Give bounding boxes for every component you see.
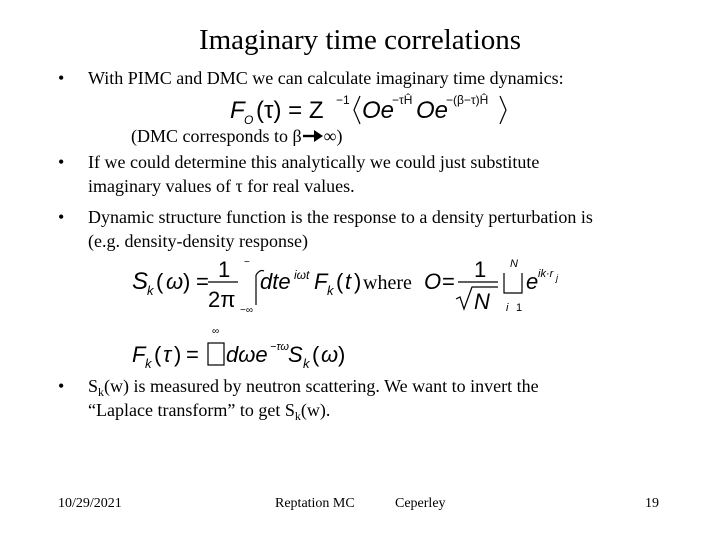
svg-text:where: where bbox=[363, 272, 412, 294]
svg-text:−1: −1 bbox=[336, 93, 350, 107]
svg-text:ik·r: ik·r bbox=[538, 268, 554, 280]
svg-text:): ) bbox=[338, 342, 346, 367]
bullet-dot: • bbox=[58, 376, 65, 396]
svg-text:i: i bbox=[506, 302, 509, 314]
equation-laplace-transform bbox=[128, 326, 368, 370]
sk-subscript-2: k bbox=[294, 409, 301, 423]
bullet-text-4-line-2 bbox=[88, 398, 330, 428]
svg-text:S: S bbox=[132, 268, 149, 295]
svg-text:(: ( bbox=[154, 342, 162, 367]
bullet-text-4-line-2-a: “Laplace transform” to get S bbox=[88, 400, 295, 420]
svg-text:ω: ω bbox=[166, 269, 184, 294]
svg-text:iωt: iωt bbox=[294, 268, 310, 282]
svg-text:F: F bbox=[314, 269, 328, 294]
svg-text:k: k bbox=[327, 283, 334, 298]
svg-text:F: F bbox=[132, 342, 146, 367]
svg-text:−τĤ: −τĤ bbox=[392, 93, 413, 107]
bullet-text-2: If we could determine this analytically we could just substitute bbox=[88, 152, 540, 172]
svg-text:−τω: −τω bbox=[270, 341, 289, 353]
svg-text:): ) bbox=[354, 269, 362, 294]
svg-text:−(β−τ)Ĥ: −(β−τ)Ĥ bbox=[446, 93, 489, 107]
bullet-dot: • bbox=[58, 152, 65, 172]
svg-text:S: S bbox=[288, 342, 303, 367]
svg-text:(: ( bbox=[156, 269, 164, 294]
svg-text:t: t bbox=[345, 269, 352, 294]
bullet-dot: • bbox=[58, 207, 65, 227]
svg-text:1: 1 bbox=[474, 257, 487, 282]
svg-text:dωe: dωe bbox=[226, 342, 268, 367]
svg-text:k: k bbox=[303, 356, 310, 370]
svg-text:k: k bbox=[145, 356, 152, 370]
svg-text:k: k bbox=[147, 283, 154, 298]
svg-text:=: = bbox=[186, 342, 199, 367]
svg-text:=: = bbox=[442, 269, 455, 294]
svg-text:ω: ω bbox=[321, 342, 339, 367]
bullet-text-3-line-2: (e.g. density-density response) bbox=[88, 231, 308, 251]
svg-text:(τ) = Z: (τ) = Z bbox=[256, 97, 324, 124]
svg-text:1: 1 bbox=[218, 257, 231, 282]
bullet-text-1: With PIMC and DMC we can calculate imaginary time dynamics: bbox=[88, 68, 564, 88]
dmc-note-end: ∞) bbox=[323, 126, 343, 146]
svg-text:τ: τ bbox=[163, 342, 172, 367]
svg-text:): ) bbox=[174, 342, 182, 367]
svg-text:N: N bbox=[510, 258, 518, 270]
footer-author: Ceperley bbox=[395, 496, 446, 511]
bullet-dot: • bbox=[58, 68, 65, 88]
svg-text:2π: 2π bbox=[208, 287, 236, 312]
sk-subscript: k bbox=[98, 385, 105, 399]
bullet-text-4-rest: (w) is measured by neutron scattering. We want to invert the bbox=[104, 376, 539, 396]
equation-structure-function bbox=[128, 255, 568, 317]
svg-text:j: j bbox=[556, 273, 558, 283]
svg-text:e: e bbox=[526, 269, 539, 294]
slide-title: Imaginary time correlations bbox=[198, 24, 522, 56]
svg-text:1: 1 bbox=[516, 302, 523, 314]
svg-text:): ) bbox=[183, 269, 191, 294]
bullet-text-4-line-2-b: (w). bbox=[300, 400, 331, 420]
sk-symbol: S bbox=[88, 376, 99, 396]
svg-text:O: O bbox=[244, 113, 254, 127]
bullet-text-2-line-2: imaginary values of τ for real values. bbox=[88, 176, 355, 196]
svg-text:−: − bbox=[244, 257, 250, 268]
footer-date: 10/29/2021 bbox=[58, 496, 122, 511]
svg-text:dte: dte bbox=[260, 269, 291, 294]
svg-text:(: ( bbox=[312, 342, 320, 367]
footer-title: Reptation MC bbox=[275, 496, 355, 511]
footer-page-number: 19 bbox=[645, 496, 659, 511]
svg-text:∞: ∞ bbox=[212, 326, 220, 337]
svg-text:O: O bbox=[424, 269, 442, 294]
svg-text:Oe: Oe bbox=[416, 97, 449, 124]
svg-text:N: N bbox=[474, 289, 490, 314]
right-arrow-icon bbox=[302, 129, 324, 143]
svg-text:=: = bbox=[196, 269, 209, 294]
dmc-note bbox=[131, 124, 342, 148]
bullet-text-3: Dynamic structure function is the response to a density perturbation is bbox=[88, 207, 593, 227]
dmc-note-text: (DMC corresponds to β bbox=[131, 126, 302, 146]
svg-text:(: ( bbox=[336, 269, 344, 294]
svg-text:Oe: Oe bbox=[362, 97, 395, 124]
svg-text:F: F bbox=[230, 97, 245, 124]
svg-text:−∞: −∞ bbox=[240, 305, 253, 316]
